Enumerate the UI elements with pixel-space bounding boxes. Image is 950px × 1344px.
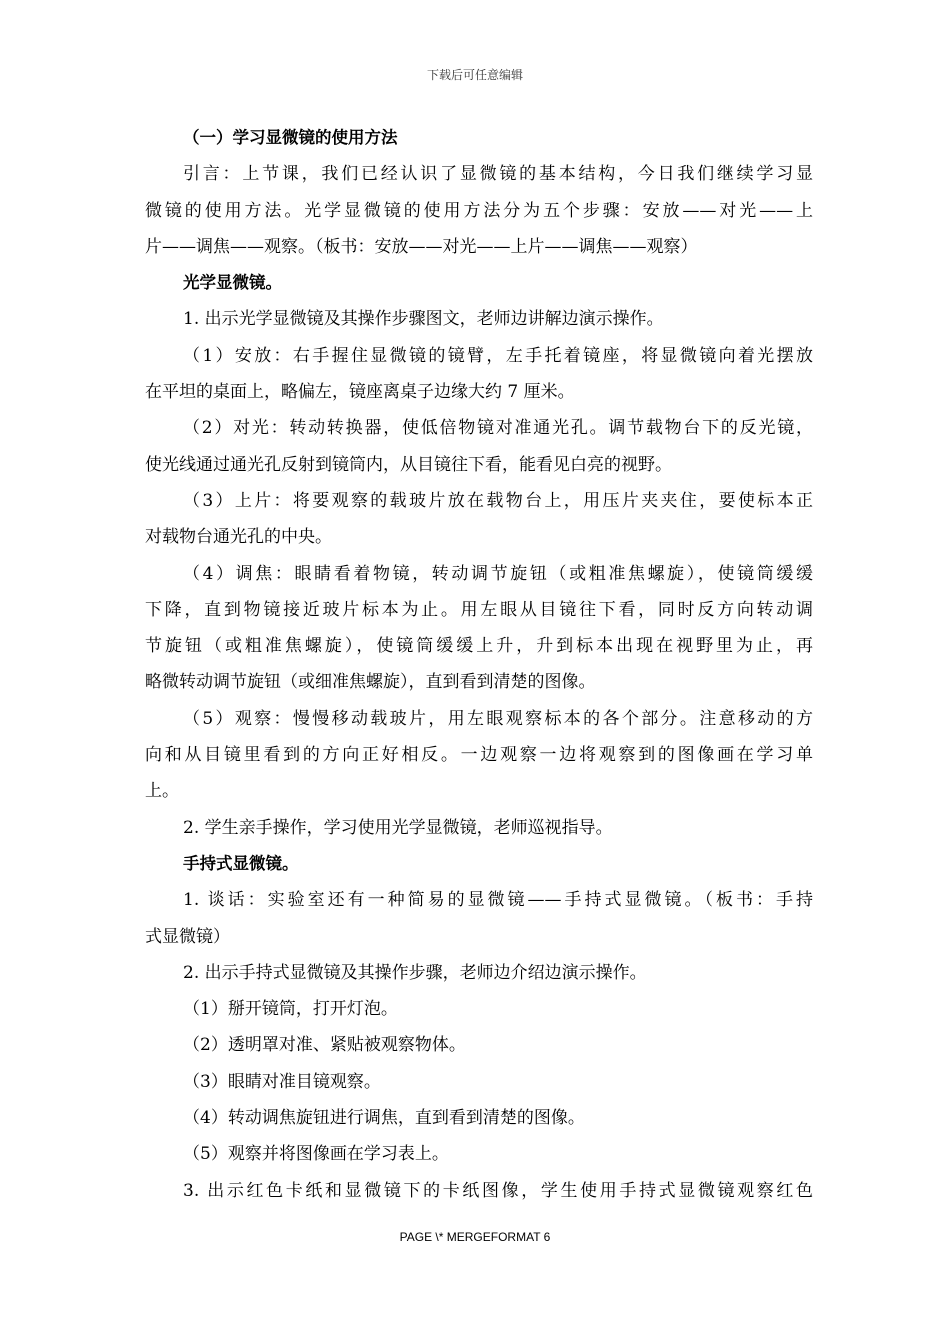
optical-heading: 光学显微镜。 [183, 273, 282, 293]
intro-line-3: 片——调焦——观察。（板书：安放——对光——上片——调焦——观察） [145, 236, 698, 257]
handheld-sub-1: （1）掰开镜筒，打开灯泡。 [183, 999, 398, 1020]
optical-sub-5-line-1: （5）观察：慢慢移动载玻片，用左眼观察标本的各个部分。注意移动的方 [183, 708, 813, 729]
optical-sub-3-line-2: 对载物台通光孔的中央。 [145, 527, 332, 548]
handheld-sub-4: （4）转动调焦旋钮进行调焦，直到看到清楚的图像。 [183, 1108, 585, 1129]
handheld-step-1-line-1: 1. 谈话：实验室还有一种简易的显微镜——手持式显微镜。（板书：手持 [183, 890, 813, 911]
handheld-sub-2: （2）透明罩对准、紧贴被观察物体。 [183, 1035, 466, 1056]
optical-sub-2-line-1: （2）对光：转动转换器，使低倍物镜对准通光孔。调节载物台下的反光镜， [183, 418, 813, 439]
intro-line-2: 微镜的使用方法。光学显微镜的使用方法分为五个步骤：安放——对光——上 [145, 200, 813, 221]
intro-line-1: 引言：上节课，我们已经认识了显微镜的基本结构，今日我们继续学习显 [183, 164, 813, 185]
optical-sub-1-line-1: （1）安放：右手握住显微镜的镜臂，左手托着镜座，将显微镜向着光摆放 [183, 345, 813, 366]
page-header: 下载后可任意编辑 [426, 68, 523, 82]
handheld-sub-3: （3）眼睛对准目镜观察。 [183, 1071, 381, 1092]
optical-sub-4-line-1: （4）调焦：眼睛看着物镜，转动调节旋钮（或粗准焦螺旋），使镜筒缓缓 [183, 563, 813, 584]
handheld-step-1-line-2: 式显微镜） [145, 926, 230, 947]
optical-sub-1-line-2: 在平坦的桌面上，略偏左，镜座离桌子边缘大约 7 厘米。 [145, 382, 575, 403]
optical-sub-5-line-2: 向和从目镜里看到的方向正好相反。一边观察一边将观察到的图像画在学习单 [145, 745, 813, 766]
section-title: （一）学习显微镜的使用方法 [183, 128, 398, 147]
optical-sub-3-line-1: （3）上片：将要观察的载玻片放在载物台上，用压片夹夹住，要使标本正 [183, 490, 813, 511]
page-footer: PAGE \* MERGEFORMAT 6 [399, 1230, 551, 1244]
optical-sub-5-line-3: 上。 [145, 781, 179, 802]
handheld-step-3: 3. 出示红色卡纸和显微镜下的卡纸图像，学生使用手持式显微镜观察红色 [183, 1180, 813, 1201]
optical-step-2: 2. 学生亲手操作，学习使用光学显微镜，老师巡视指导。 [183, 817, 613, 838]
optical-sub-4-line-2: 下降，直到物镜接近玻片标本为止。用左眼从目镜往下看，同时反方向转动调 [145, 599, 813, 620]
handheld-heading: 手持式显微镜。 [183, 853, 299, 873]
handheld-sub-5: （5）观察并将图像画在学习表上。 [183, 1144, 449, 1165]
handheld-step-2: 2. 出示手持式显微镜及其操作步骤，老师边介绍边演示操作。 [183, 962, 647, 983]
optical-sub-2-line-2: 使光线通过通光孔反射到镜筒内，从目镜往下看，能看见白亮的视野。 [145, 454, 672, 475]
document-body [145, 120, 813, 1209]
optical-sub-4-line-3: 节旋钮（或粗准焦螺旋），使镜筒缓缓上升，升到标本出现在视野里为止，再 [145, 636, 813, 657]
optical-step-1: 1. 出示光学显微镜及其操作步骤图文，老师边讲解边演示操作。 [183, 309, 664, 330]
optical-sub-4-line-4: 略微转动调节旋钮（或细准焦螺旋），直到看到清楚的图像。 [145, 672, 596, 693]
